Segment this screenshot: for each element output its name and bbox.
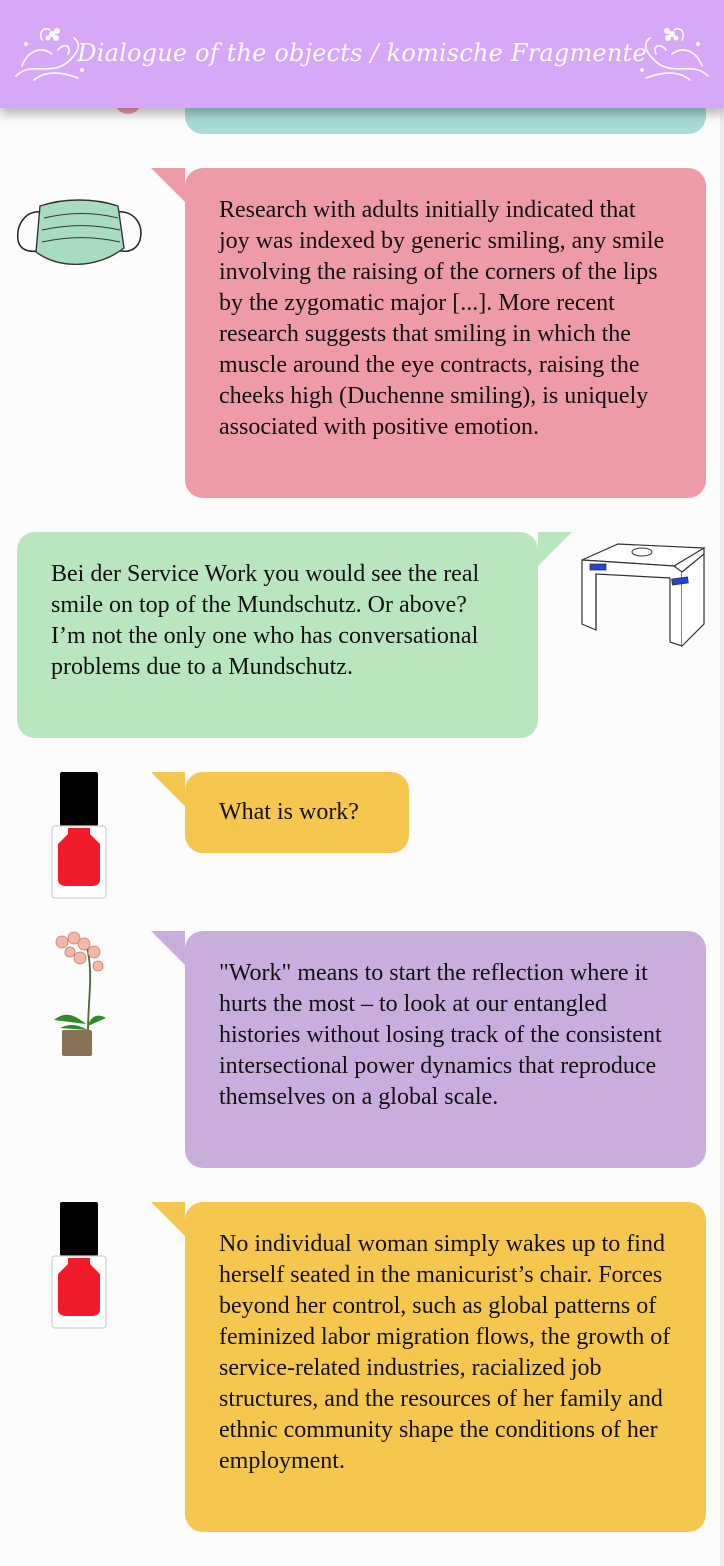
page-header: [0, 0, 724, 108]
nail-polish-icon: [50, 770, 108, 900]
bubble-tail: [538, 532, 572, 566]
floral-ornament-icon: [632, 20, 712, 86]
orchid-icon: [50, 930, 110, 1058]
nail-table-icon: [578, 538, 708, 648]
message-text: Research with adults initially indicated that joy was indexed by generic smiling, any smile involving the raising of the corners of the lips by the zygomatic major [...]. More recent research suggests that smiling in which the muscle around the eye contracts, raising the cheeks high (Duchenne smiling), is uniquely associated with positive emotion.: [219, 197, 665, 440]
face-mask-icon: [14, 190, 144, 274]
message-text: "Work" means to start the reflection where it hurts the most – to look at our entangled histories without losing track of the consistent intersectional power dynamics that reproduce themselves on a global scale.: [219, 960, 662, 1110]
message-text: What is work?: [219, 799, 359, 825]
floral-ornament-icon: [12, 20, 92, 86]
page-title: Dialogue of the objects / komische Fragmente: [77, 39, 647, 67]
bubble-tail: [151, 931, 185, 965]
message-text: Bei der Service Work you would see the real smile on top of the Mundschutz. Or above? I’m not the only one who has conversational problems due to a Mundschutz.: [51, 561, 480, 680]
bubble-tail: [151, 772, 185, 806]
message-bubble: [185, 772, 409, 853]
nail-polish-icon: [50, 1200, 108, 1330]
bubble-tail: [151, 1202, 185, 1236]
message-bubble: [185, 1202, 706, 1532]
bubble-tail: [151, 168, 185, 202]
scrollbar-track[interactable]: [720, 0, 724, 1566]
message-text: No individual woman simply wakes up to find herself seated in the manicurist’s chair. Forces beyond her control, such as global patterns of feminized labor migration flows, the growth of service-related industries, racialized job structures, and the resources of her family and ethnic community shape the conditions of her employment.: [219, 1231, 671, 1474]
message-bubble: [185, 931, 706, 1168]
message-bubble: [17, 532, 538, 738]
message-bubble: [185, 168, 706, 498]
